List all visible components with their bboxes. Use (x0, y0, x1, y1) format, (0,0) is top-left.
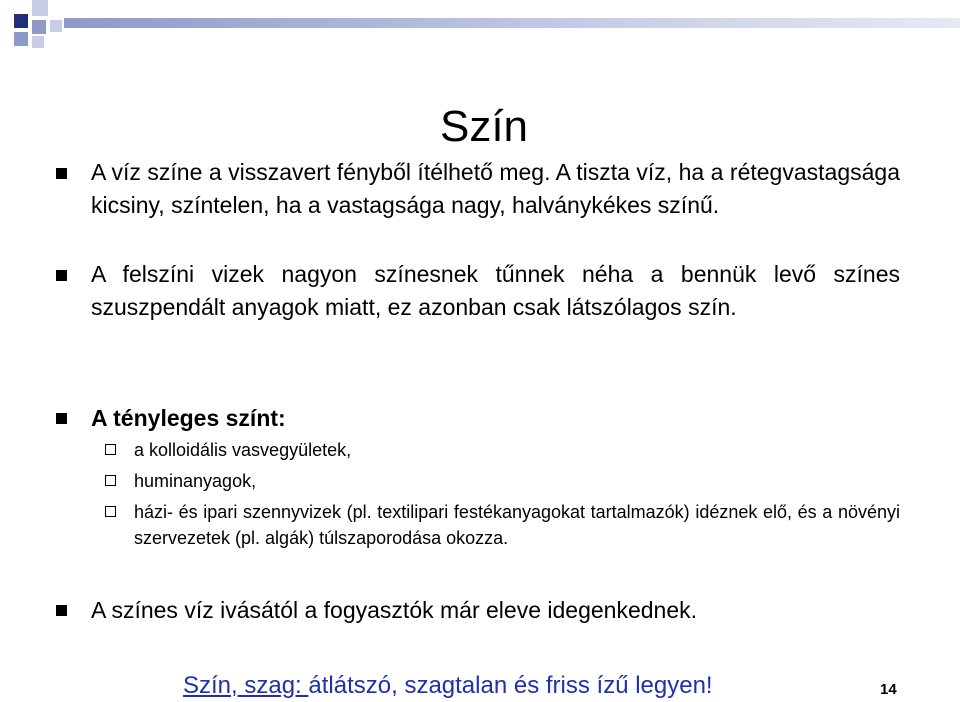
bullet-square-icon (56, 168, 67, 179)
paragraph: A víz színe a visszavert fényből ítélhető meg. A tiszta víz, ha a rétegvastagsága kicsiny, színtelen, ha a vastagsága nagy, halványkékes színű. (91, 159, 900, 218)
slide-title: Szín (439, 102, 529, 152)
bullet-square-icon (56, 413, 67, 424)
paragraph: A felszíni vizek nagyon színesnek tűnnek néha a bennük levő színes szuszpendált anyagok miatt, ez azonban csak látszólagos szín. (91, 261, 900, 320)
sub-bullet-box-icon (105, 475, 116, 486)
footer-text (183, 671, 713, 701)
footer-rest: átlátszó, szagtalan és friss ízű legyen! (308, 672, 713, 699)
sub-bullet-box-icon (105, 506, 116, 517)
page-number: 14 (880, 681, 897, 698)
sub-item: a kolloidális vasvegyületek, (134, 440, 352, 460)
decor-square (14, 14, 28, 28)
paragraph: A színes víz ivásától a fogyasztók már eleve idegenkednek. (91, 597, 697, 623)
decor-square (50, 20, 62, 32)
footer-underlined: Szín, szag: (183, 672, 309, 699)
header-bar (64, 18, 960, 28)
decor-square (32, 36, 44, 48)
sub-item: házi- és ipari szennyvizek (pl. textilipari festékanyagokat tartalmazók) idéznek elő, és a növényi szervezetek (pl. algák) túlszaporodása okozza. (134, 502, 900, 548)
bullet-square-icon (56, 605, 67, 616)
decor-square (14, 32, 28, 46)
bullet-square-icon (56, 270, 67, 281)
paragraph-heading: A tényleges színt: (91, 405, 286, 431)
decor-square (32, 20, 46, 34)
sub-item: huminanyagok, (134, 471, 257, 491)
sub-bullet-box-icon (105, 444, 116, 455)
decor-square (32, 0, 48, 16)
